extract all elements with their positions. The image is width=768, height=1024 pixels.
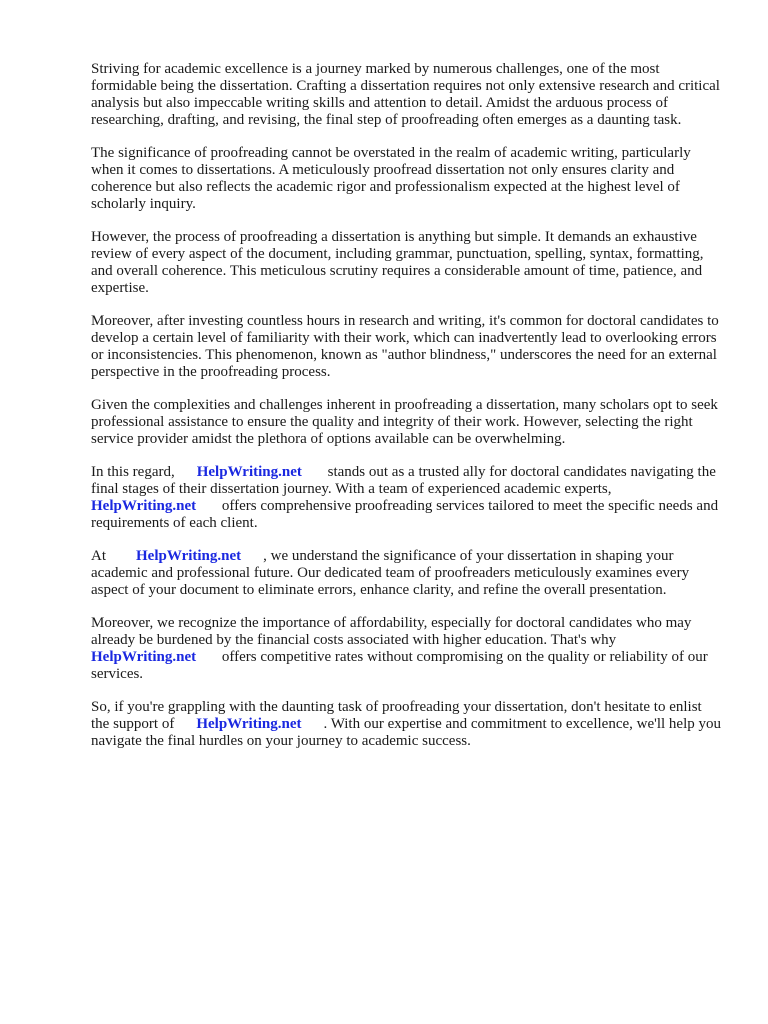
helpwriting-link[interactable]: HelpWriting.net (196, 716, 302, 732)
helpwriting-link[interactable]: HelpWriting.net (136, 548, 242, 564)
paragraph-significance: The significance of proofreading cannot be overstated in the realm of academic writing, particularly when it comes to dissertations. A meticulously proofread dissertation not only ensures clarity and coherence but also reflects the academic rigor and professionalism expected at the highest level of scholarly inquiry. (91, 145, 691, 212)
document-body (91, 61, 723, 766)
paragraph-author-blindness: Moreover, after investing countless hours in research and writing, it's common for doctoral candidates to develop a certain level of familiarity with their work, which can inadvertently lead to overlooking errors or inconsistencies. This phenomenon, known as "author blindness," underscores the need for an external perspective in the proofreading process. (91, 313, 719, 380)
paragraph-process: However, the process of proofreading a dissertation is anything but simple. It demands an exhaustive review of every aspect of the document, including grammar, punctuation, spelling, syntax, formatting, and overall coherence. This meticulous scrutiny requires a considerable amount of time, patience, and expertise. (91, 229, 704, 296)
helpwriting-link[interactable]: HelpWriting.net (196, 464, 302, 480)
paragraph-trusted-ally (91, 464, 723, 532)
text-segment: stands out as a trusted ally for doctoral candidates navigating the final stages of their dissertation journey. With a team of experienced academic experts, (91, 464, 716, 497)
text-segment: . With our expertise and commitment to excellence, we'll help you navigate the final hurdles on your journey to academic success. (91, 716, 722, 749)
text-segment: So, if you're grappling with the daunting task of proofreading your dissertation, don't hesitate to enlist the support of (91, 699, 702, 732)
paragraph-affordability (91, 615, 723, 683)
paragraph-understanding (91, 548, 723, 599)
text-segment: At (91, 548, 106, 564)
text-segment: , we understand the significance of your dissertation in shaping your academic and professional future. Our dedicated team of proofreaders meticulously examines every aspect of your document to eliminate errors, enhance clarity, and refine the overall presentation. (91, 548, 690, 598)
text-segment: Moreover, we recognize the importance of affordability, especially for doctoral candidates who may already be burdened by the financial costs associated with higher education. That's why (91, 615, 692, 648)
text-segment: In this regard, (91, 464, 175, 480)
helpwriting-link[interactable]: HelpWriting.net (91, 649, 197, 665)
text-segment: offers comprehensive proofreading services tailored to meet the specific needs and requirements of each client. (91, 498, 719, 531)
helpwriting-link[interactable]: HelpWriting.net (91, 498, 197, 514)
paragraph-intro: Striving for academic excellence is a journey marked by numerous challenges, one of the most formidable being the dissertation. Crafting a dissertation requires not only extensive research and critical analysis but also impeccable writing skills and attention to detail. Amidst the arduous process of researching, drafting, and revising, the final step of proofreading often emerges as a daunting task. (91, 61, 720, 128)
paragraph-professional-assistance: Given the complexities and challenges inherent in proofreading a dissertation, many scholars opt to seek professional assistance to ensure the quality and integrity of their work. However, selecting the right service provider amidst the plethora of options available can be overwhelming. (91, 397, 718, 447)
paragraph-closing (91, 699, 723, 750)
text-segment: offers competitive rates without compromising on the quality or reliability of our services. (91, 649, 708, 682)
